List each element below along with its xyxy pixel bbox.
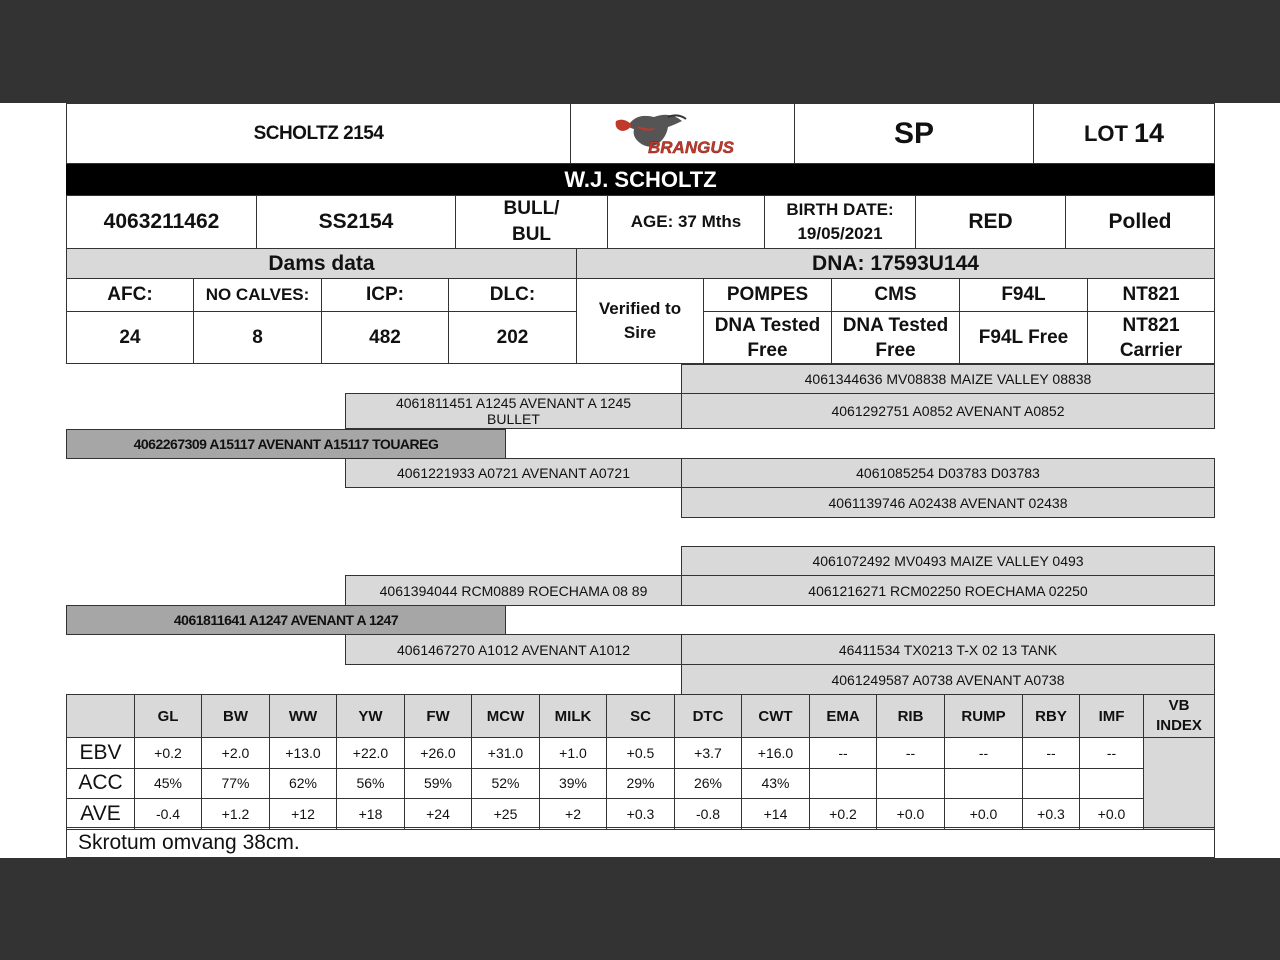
dams-header-calves: NO CALVES: <box>193 278 322 312</box>
pedigree-dss: 4061072492 MV0493 MAIZE VALLEY 0493 <box>681 546 1215 576</box>
dams-value-afc: 24 <box>66 311 194 364</box>
pedigree-sss: 4061344636 MV08838 MAIZE VALLEY 08838 <box>681 364 1215 394</box>
acc-row <box>67 768 1215 799</box>
animal-name: SCHOLTZ 2154 <box>66 103 571 164</box>
ave-cell: +1.2 <box>202 799 270 830</box>
acc-cell <box>1023 768 1080 799</box>
acc-cell: 59% <box>405 768 472 799</box>
ebv-header: DTC <box>675 695 742 738</box>
ebv-header: WW <box>270 695 337 738</box>
ebv-header: RIB <box>877 695 945 738</box>
ebv-row-label: EBV <box>67 738 135 769</box>
ave-cell: +25 <box>472 799 540 830</box>
ebv-cell: -- <box>810 738 877 769</box>
pedigree-sire-sire: 4061811451 A1245 AVENANT A 1245 BULLET <box>345 393 682 429</box>
acc-row-label: ACC <box>67 768 135 799</box>
pedigree-sdd: 4061139746 A02438 AVENANT 02438 <box>681 487 1215 518</box>
ebv-cell: +3.7 <box>675 738 742 769</box>
acc-cell <box>1080 768 1144 799</box>
dna-header-f94l: F94L <box>959 278 1088 312</box>
ebv-cell: +13.0 <box>270 738 337 769</box>
ebv-cell: -- <box>945 738 1023 769</box>
ebv-header: RBY <box>1023 695 1080 738</box>
vb-index-cell <box>1144 738 1215 830</box>
ebv-header-row <box>67 695 1215 738</box>
note: Skrotum omvang 38cm. <box>66 827 1215 858</box>
ave-cell: +24 <box>405 799 472 830</box>
pedigree-dam-dam: 4061467270 A1012 AVENANT A1012 <box>345 634 682 665</box>
pedigree-dsd: 4061216271 RCM02250 ROECHAMA 02250 <box>681 575 1215 606</box>
ebv-cell: -- <box>1023 738 1080 769</box>
bull-head-icon <box>608 109 758 159</box>
acc-cell: 29% <box>607 768 675 799</box>
animal-tag: SS2154 <box>256 195 456 249</box>
ebv-header: MILK <box>540 695 607 738</box>
dams-value-icp: 482 <box>321 311 449 364</box>
ebv-header: RUMP <box>945 695 1023 738</box>
acc-cell: 62% <box>270 768 337 799</box>
acc-cell: 56% <box>337 768 405 799</box>
birth-date: BIRTH DATE: 19/05/2021 <box>764 195 916 249</box>
ebv-cell: +22.0 <box>337 738 405 769</box>
ave-cell: +0.2 <box>810 799 877 830</box>
dna-value-pompes: DNA Tested Free <box>703 311 832 364</box>
acc-cell: 77% <box>202 768 270 799</box>
dams-header-dlc: DLC: <box>448 278 577 312</box>
ebv-header: FW <box>405 695 472 738</box>
ave-cell: +2 <box>540 799 607 830</box>
ebv-header: EMA <box>810 695 877 738</box>
dna-header-nt821: NT821 <box>1087 278 1215 312</box>
animal-horn: Polled <box>1065 195 1215 249</box>
ebv-header-vb-index: VB INDEX <box>1144 695 1215 738</box>
dna-header-cms: CMS <box>831 278 960 312</box>
ave-cell: +0.0 <box>1080 799 1144 830</box>
pedigree-ssd: 4061292751 A0852 AVENANT A0852 <box>681 393 1215 429</box>
pedigree-sire-dam: 4061221933 A0721 AVENANT A0721 <box>345 458 682 488</box>
acc-cell: 39% <box>540 768 607 799</box>
lot-number: 14 <box>1133 118 1165 148</box>
acc-cell: 45% <box>135 768 202 799</box>
animal-age: AGE: 37 Mths <box>607 195 765 249</box>
catalogue-sheet <box>0 103 1280 858</box>
logo-text: BRANGUS <box>647 137 734 157</box>
animal-color: RED <box>915 195 1066 249</box>
animal-type: BULL/ BUL <box>455 195 608 249</box>
acc-cell: 26% <box>675 768 742 799</box>
dna-title: DNA: 17593U144 <box>576 248 1215 279</box>
ebv-header: IMF <box>1080 695 1144 738</box>
ebv-header: CWT <box>742 695 810 738</box>
pedigree-sire: 4062267309 A15117 AVENANT A15117 TOUAREG <box>66 429 506 459</box>
dams-header-icp: ICP: <box>321 278 449 312</box>
animal-id: 4063211462 <box>66 195 257 249</box>
dams-value-calves: 8 <box>193 311 322 364</box>
ebv-cell: -- <box>1080 738 1144 769</box>
ave-cell: +14 <box>742 799 810 830</box>
pedigree-dam-sire: 4061394044 RCM0889 ROECHAMA 08 89 <box>345 575 682 606</box>
dna-header-pompes: POMPES <box>703 278 832 312</box>
ebv-cell: +0.2 <box>135 738 202 769</box>
acc-cell <box>810 768 877 799</box>
dna-value-cms: DNA Tested Free <box>831 311 960 364</box>
brangus-logo <box>570 103 795 164</box>
ebv-header: BW <box>202 695 270 738</box>
ave-cell: +0.3 <box>607 799 675 830</box>
ebv-cell: +2.0 <box>202 738 270 769</box>
ebv-header: GL <box>135 695 202 738</box>
ebv-cell: +0.5 <box>607 738 675 769</box>
ave-cell: +0.0 <box>877 799 945 830</box>
pedigree-dam: 4061811641 A1247 AVENANT A 1247 <box>66 605 506 635</box>
ebv-table <box>66 694 1215 830</box>
ave-cell: +18 <box>337 799 405 830</box>
ebv-cell: +16.0 <box>742 738 810 769</box>
pedigree-sds: 4061085254 D03783 D03783 <box>681 458 1215 488</box>
ebv-cell: +1.0 <box>540 738 607 769</box>
ave-cell: +0.3 <box>1023 799 1080 830</box>
dna-value-f94l: F94L Free <box>959 311 1088 364</box>
acc-cell: 43% <box>742 768 810 799</box>
lot-cell <box>1033 103 1215 164</box>
dams-header-afc: AFC: <box>66 278 194 312</box>
ebv-header-blank <box>67 695 135 738</box>
ave-cell: +12 <box>270 799 337 830</box>
code-cell: SP <box>794 103 1034 164</box>
ebv-header: MCW <box>472 695 540 738</box>
owner-bar: W.J. SCHOLTZ <box>66 164 1215 195</box>
ave-cell: -0.4 <box>135 799 202 830</box>
acc-cell: 52% <box>472 768 540 799</box>
pedigree-dds: 46411534 TX0213 T-X 02 13 TANK <box>681 634 1215 665</box>
dna-verified: Verified to Sire <box>576 278 704 364</box>
acc-cell <box>945 768 1023 799</box>
ave-cell: -0.8 <box>675 799 742 830</box>
pedigree-ddd: 4061249587 A0738 AVENANT A0738 <box>681 664 1215 695</box>
dams-title: Dams data <box>66 248 577 279</box>
dna-value-nt821: NT821 Carrier <box>1087 311 1215 364</box>
ave-row-label: AVE <box>67 799 135 830</box>
ebv-header: YW <box>337 695 405 738</box>
ave-cell: +0.0 <box>945 799 1023 830</box>
ave-row <box>67 799 1215 830</box>
ebv-cell: +31.0 <box>472 738 540 769</box>
ebv-cell: -- <box>877 738 945 769</box>
ebv-cell: +26.0 <box>405 738 472 769</box>
acc-cell <box>877 768 945 799</box>
lot-label: LOT <box>1083 120 1128 146</box>
ebv-row <box>67 738 1215 769</box>
ebv-header: SC <box>607 695 675 738</box>
dams-value-dlc: 202 <box>448 311 577 364</box>
